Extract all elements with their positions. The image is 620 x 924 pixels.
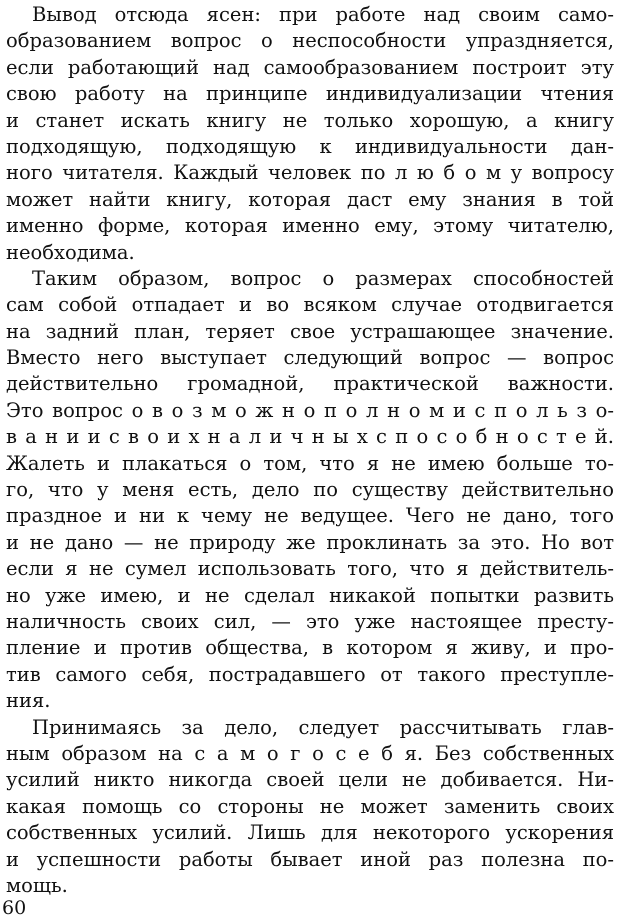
text-line: может найти книгу, которая даст ему знания в той bbox=[6, 187, 614, 211]
text-body bbox=[6, 2, 614, 899]
text-line: и станет искать книгу не только хорошую, а книгу bbox=[6, 108, 614, 132]
paragraph-2 bbox=[6, 266, 614, 715]
text-line: необходима. bbox=[6, 240, 135, 264]
text-line: Таким образом, вопрос о размерах способностей bbox=[32, 266, 614, 290]
text-line: образованием вопрос о неспособности упраздняется, bbox=[6, 29, 614, 53]
text-line: действительно громадной, практической важности. bbox=[6, 372, 614, 396]
text-line: и успешности работы бывает иной раз полезна по- bbox=[6, 847, 614, 871]
text-line: Это вопрос о в о з м о ж н о п о л н о м и с п о л ь з о- bbox=[6, 398, 614, 422]
paragraph-1 bbox=[6, 2, 614, 266]
text-line: Вместо него выступает следующий вопрос — вопрос bbox=[6, 346, 614, 370]
text-line: свою работу на принципе индивидуализации чтения bbox=[6, 82, 614, 106]
text-line: в а н и и с в о и х н а л и ч н ы х с п о с о б н о с т е й. bbox=[6, 425, 614, 449]
text-line: ным образом на с а м о г о с е б я. Без собственных bbox=[6, 741, 614, 765]
text-line: пление и против общества, в котором я живу, и про- bbox=[6, 636, 614, 660]
text-line: если работающий над самообразованием построит эту bbox=[6, 55, 614, 79]
paragraph-3 bbox=[6, 715, 614, 900]
text-line: именно форме, которая именно ему, этому читателю, bbox=[6, 214, 614, 238]
text-line: Принимаясь за дело, следует рассчитывать глав- bbox=[32, 715, 614, 739]
text-line: собственных усилий. Лишь для некоторого ускорения bbox=[6, 821, 614, 845]
text-line: и не дано — не природу же проклинать за это. Но вот bbox=[6, 530, 614, 554]
text-line: го, что у меня есть, дело по существу действительно bbox=[6, 478, 614, 502]
text-line: но уже имею, и не сделал никакой попытки развить bbox=[6, 583, 614, 607]
text-line: на задний план, теряет свое устрашающее значение. bbox=[6, 319, 614, 343]
text-line: Жалеть и плакаться о том, что я не имею больше то- bbox=[6, 451, 614, 475]
text-line: если я не сумел использовать того, что я действитель- bbox=[6, 557, 614, 581]
text-line: какая помощь со стороны не может заменить своих bbox=[6, 794, 614, 818]
text-line: тив самого себя, пострадавшего от такого преступле- bbox=[6, 662, 614, 686]
page-number: 60 bbox=[2, 897, 27, 919]
text-line: сам собой отпадает и во всяком случае отодвигается bbox=[6, 293, 614, 317]
text-line: ния. bbox=[6, 689, 51, 713]
text-line: наличность своих сил, — это уже настоящее престу- bbox=[6, 609, 614, 633]
text-line: праздное и ни к чему не ведущее. Чего не дано, того bbox=[6, 504, 614, 528]
text-line: мощь. bbox=[6, 873, 68, 897]
text-line: подходящую, подходящую к индивидуальности дан- bbox=[6, 134, 614, 158]
text-line: усилий никто никогда своей цели не добивается. Ни- bbox=[6, 768, 614, 792]
text-line: Вывод отсюда ясен: при работе над своим само- bbox=[32, 3, 614, 26]
text-line: ного читателя. Каждый человек по л ю б о м у вопросу bbox=[6, 161, 614, 185]
